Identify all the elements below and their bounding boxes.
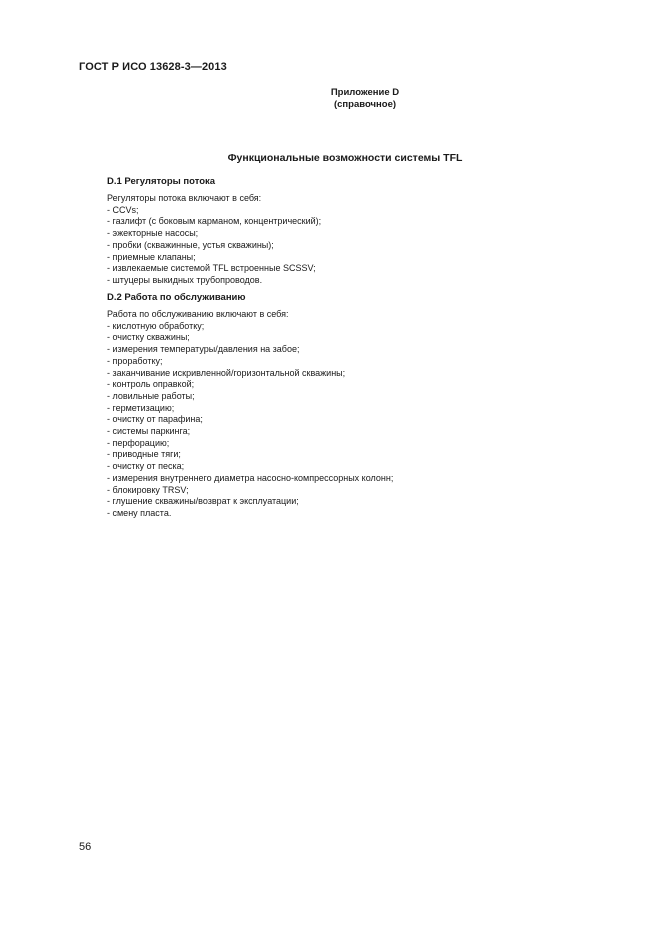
list-item: - эжекторные насосы; [107,228,199,239]
list-item: - герметизацию; [107,402,175,413]
list-item: - ловильные работы; [107,390,195,401]
section-maintenance-work [107,292,547,520]
list-item: - глушение скважины/возврат к эксплуатации; [107,496,299,507]
list-item: - очистку скважины; [107,332,190,343]
list-item: - проработку; [107,355,163,366]
list-item: - кислотную обработку; [107,320,205,331]
list-item: - очистку от парафина; [107,414,203,425]
page-number: 56 [79,841,92,853]
list-item: - приемные клапаны; [107,251,196,262]
annex-title: Приложение D [330,87,400,98]
list-item: - штуцеры выкидных трубопроводов. [107,274,263,285]
section-heading: D.1 Регуляторы потока [107,176,216,187]
document-header: ГОСТ Р ИСО 13628-3—2013 [79,61,227,73]
page-title: Функциональные возможности системы TFL [227,152,463,164]
section-intro: Работа по обслуживанию включают в себя: [107,309,289,319]
section-intro: Регуляторы потока включают в себя: [107,193,262,203]
list-item: - извлекаемые системой TFL встроенные SCSSV; [107,263,316,274]
list-item: - контроль оправкой; [107,379,195,390]
list-item: - заканчивание искривленной/горизонтальной скважины; [107,367,346,378]
list-item: - CCVs; [107,204,139,215]
list-item: - очистку от песка; [107,461,185,472]
list-item: - приводные тяги; [107,449,181,460]
list-item: - газлифт (с боковым карманом, концентрический); [107,216,322,227]
list-item: - пробки (скважинные, устья скважины); [107,239,274,250]
list-item: - смену пласта. [107,507,172,518]
item-list [107,205,547,287]
list-item: - перфорацию; [107,437,170,448]
list-item: - измерения температуры/давления на забое; [107,344,300,355]
section-heading: D.2 Работа по обслуживанию [107,292,246,303]
list-item: - измерения внутреннего диаметра насосно-компрессорных колонн; [107,472,394,483]
list-item: - блокировку TRSV; [107,484,189,495]
list-item: - системы паркинга; [107,426,191,437]
annex-label [280,87,450,110]
section-flow-regulators [107,176,547,287]
annex-note: (справочное) [333,98,397,110]
item-list [107,321,547,520]
